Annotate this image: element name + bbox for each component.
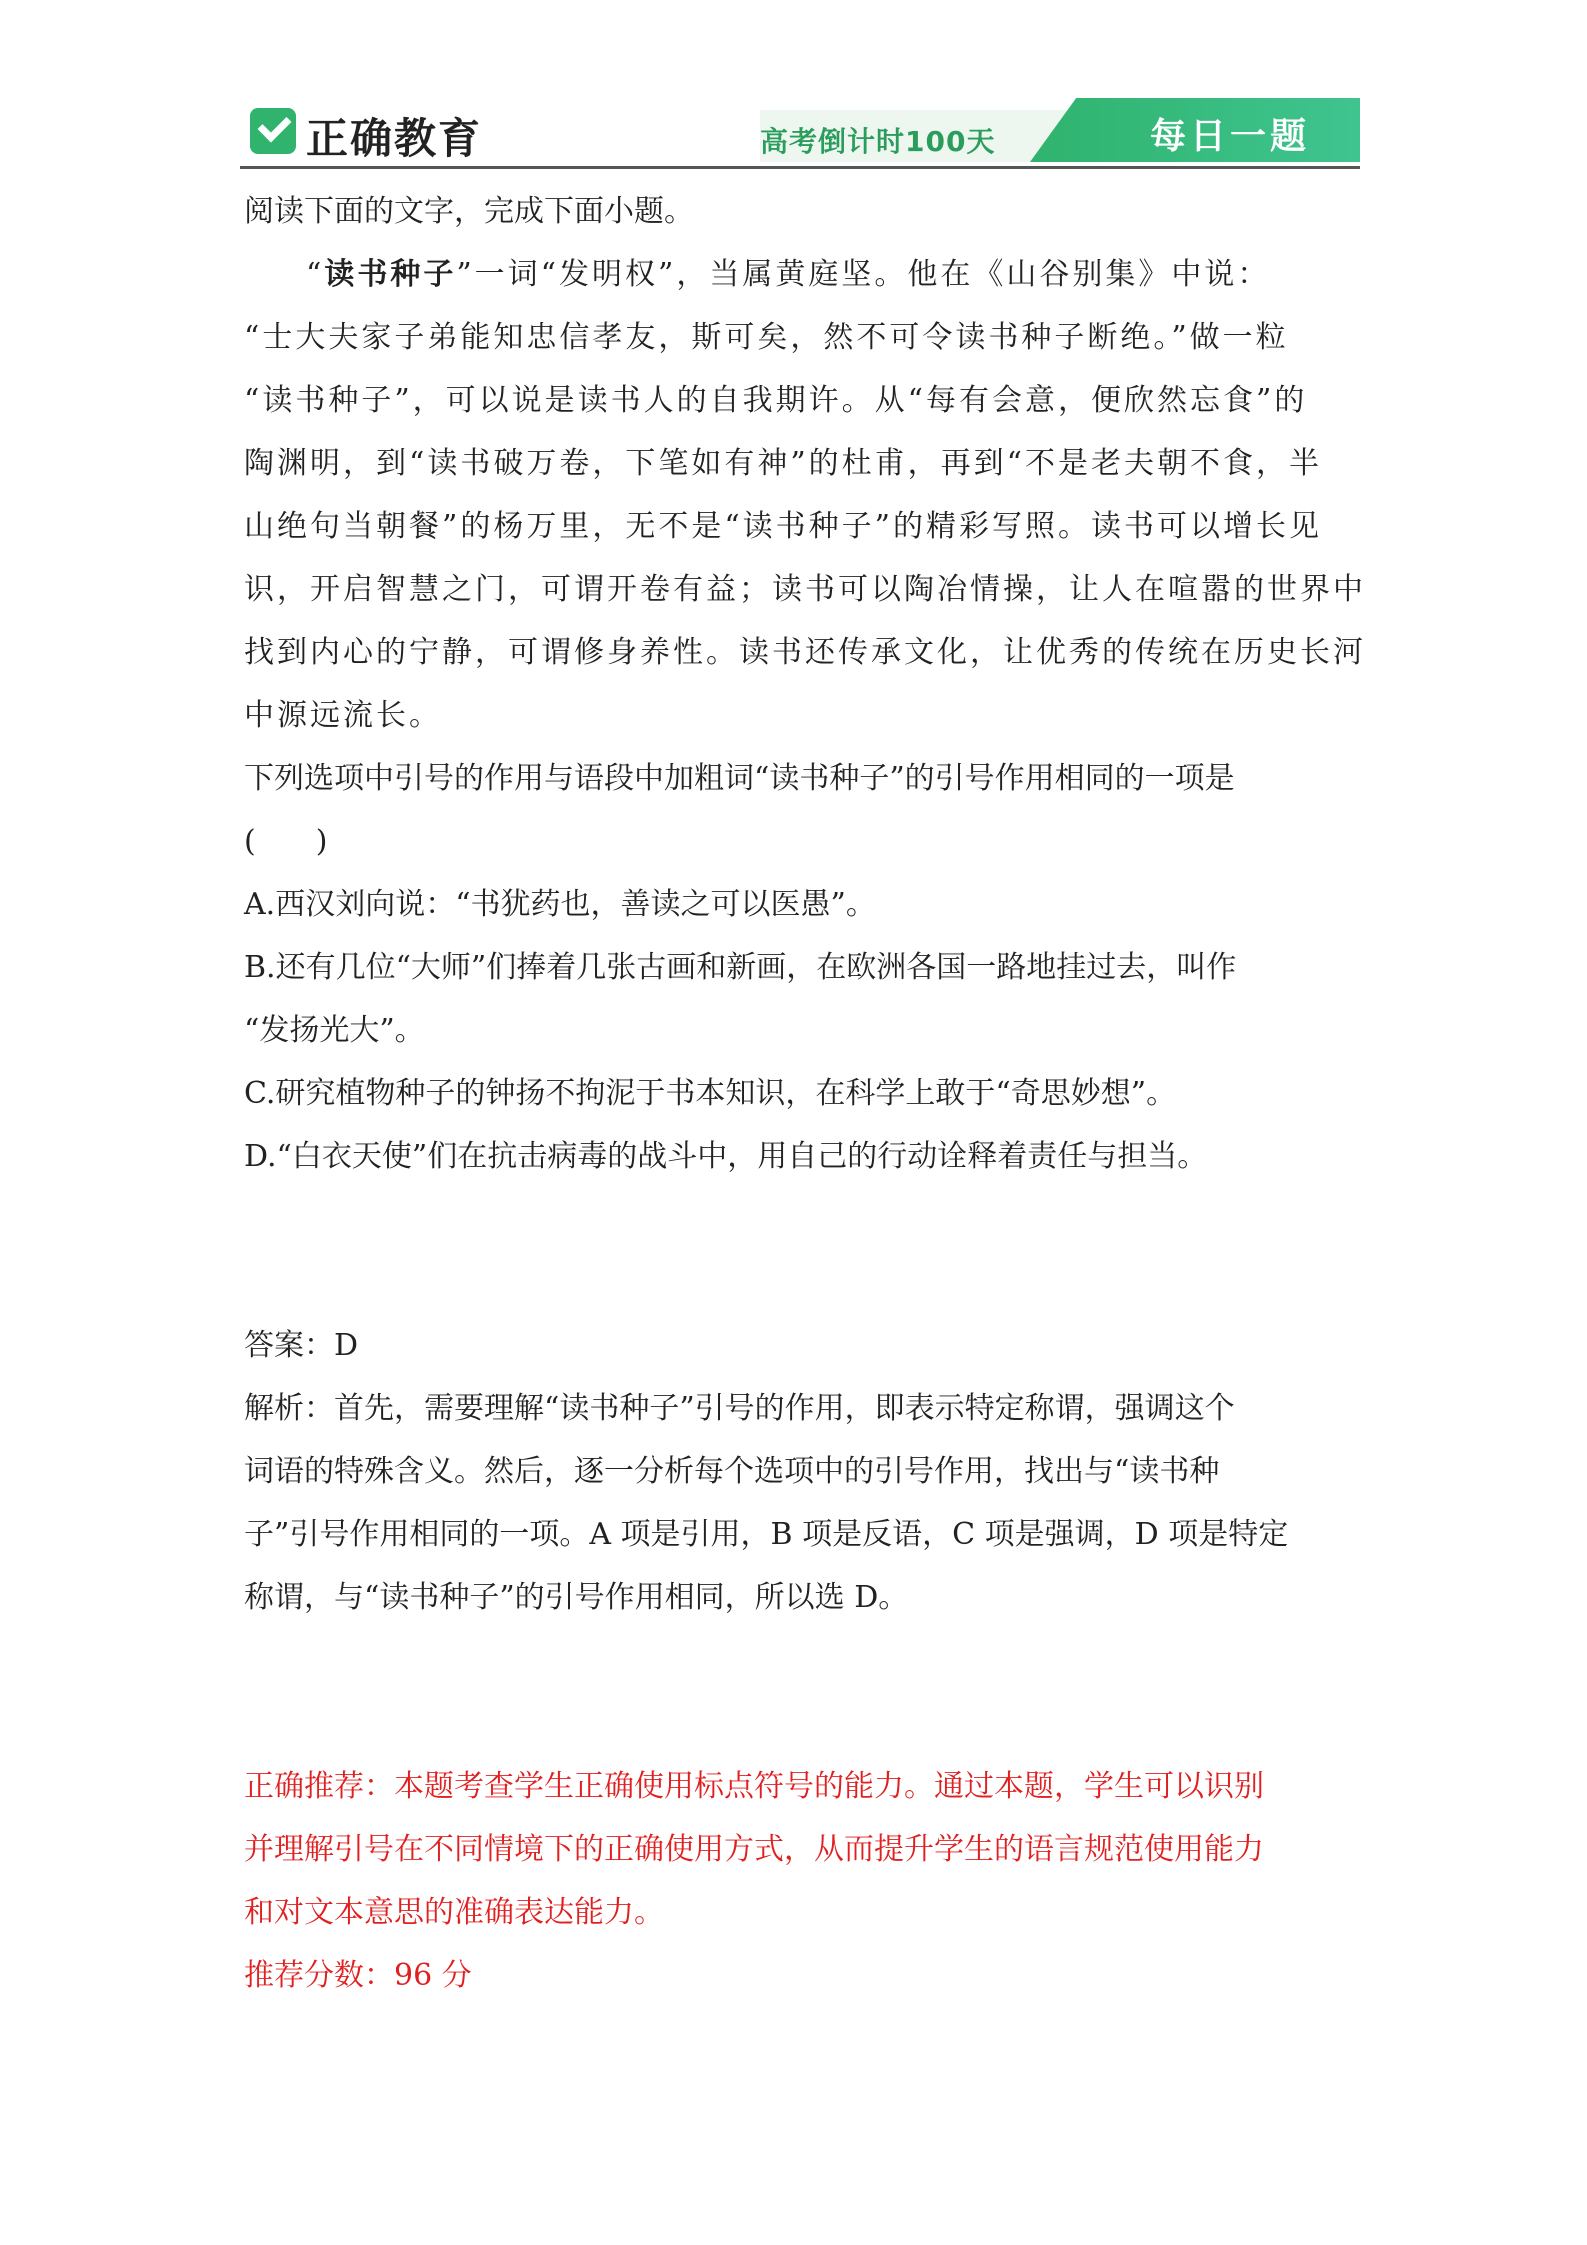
spacer	[244, 1188, 1360, 1314]
recommendation-line: 并理解引号在不同情境下的正确使用方式，从而提升学生的语言规范使用能力	[244, 1832, 1264, 1867]
spacer	[244, 1629, 1360, 1755]
passage-line: “读书种子”，可以说是读书人的自我期许。从“每有会意，便欣然忘食”的	[244, 383, 1308, 418]
document-body	[244, 180, 1366, 2007]
recommendation-line: 和对文本意思的准确表达能力。	[244, 1895, 664, 1930]
quote-mark: “	[306, 257, 325, 292]
option-a: A.西汉刘向说：“书犹药也，善读之可以医愚”。	[244, 887, 876, 922]
passage-line: “士大夫家子弟能知忠信孝友，斯可矣，然不可令读书种子断绝。”做一粒	[244, 320, 1289, 355]
passage-line	[244, 243, 1360, 306]
question-stem: 下列选项中引号的作用与语段中加粗词“读书种子”的引号作用相同的一项是	[244, 761, 1235, 796]
option-b: B.还有几位“大师”们捧着几张古画和新画，在欧洲各国一路地挂过去，叫作	[244, 950, 1237, 985]
countdown-text: 高考倒计时100天	[760, 125, 996, 158]
answer-section	[244, 1314, 1360, 1629]
passage-line: 山绝句当朝餐”的杨万里，无不是“读书种子”的精彩写照。读书可以增长见	[244, 509, 1323, 544]
passage-line: 找到内心的宁静，可谓修身养性。读书还传承文化，让优秀的传统在历史长河	[244, 635, 1366, 670]
option-d: D.“白衣天使”们在抗击病毒的战斗中，用自己的行动诠释着责任与担当。	[244, 1139, 1208, 1174]
brand-name: 正确教育	[306, 114, 483, 163]
passage	[244, 243, 1366, 747]
bold-term: 读书种子	[324, 257, 457, 292]
option-b-cont: “发扬光大”。	[244, 1013, 425, 1048]
passage-line: 中源远流长。	[244, 698, 442, 733]
page-header	[240, 96, 1360, 169]
option-c: C.研究植物种子的钟扬不拘泥于书本知识，在科学上敢于“奇思妙想”。	[244, 1076, 1177, 1111]
analysis-line: 称谓，与“读书种子”的引号作用相同，所以选 D。	[244, 1580, 909, 1615]
recommendation-section	[244, 1755, 1360, 2007]
recommendation-line: 正确推荐：本题考查学生正确使用标点符号的能力。通过本题，学生可以识别	[244, 1769, 1264, 1804]
passage-line-rest: ”一词“发明权”，当属黄庭坚。他在《山谷别集》中说：	[456, 257, 1271, 292]
check-logo-icon	[250, 108, 296, 154]
analysis-line: 词语的特殊含义。然后，逐一分析每个选项中的引号作用，找出与“读书种	[244, 1454, 1220, 1489]
analysis-line: 子”引号作用相同的一项。A 项是引用，B 项是反语，C 项是强调，D 项是特定	[244, 1517, 1289, 1552]
answer-label: 答案：D	[244, 1328, 359, 1363]
answer-blank: ( )	[244, 824, 328, 859]
instruction: 阅读下面的文字，完成下面小题。	[244, 194, 694, 229]
question	[244, 747, 1360, 1188]
recommendation-score: 推荐分数：96 分	[244, 1958, 472, 1993]
passage-line: 陶渊明，到“读书破万卷，下笔如有神”的杜甫，再到“不是老夫朝不食，半	[244, 446, 1323, 481]
passage-line: 识，开启智慧之门，可谓开卷有益；读书可以陶冶情操，让人在喧嚣的世界中	[244, 572, 1366, 607]
analysis-line: 解析：首先，需要理解“读书种子”引号的作用，即表示特定称谓，强调这个	[244, 1391, 1235, 1426]
daily-question-label: 每日一题	[1149, 116, 1310, 157]
